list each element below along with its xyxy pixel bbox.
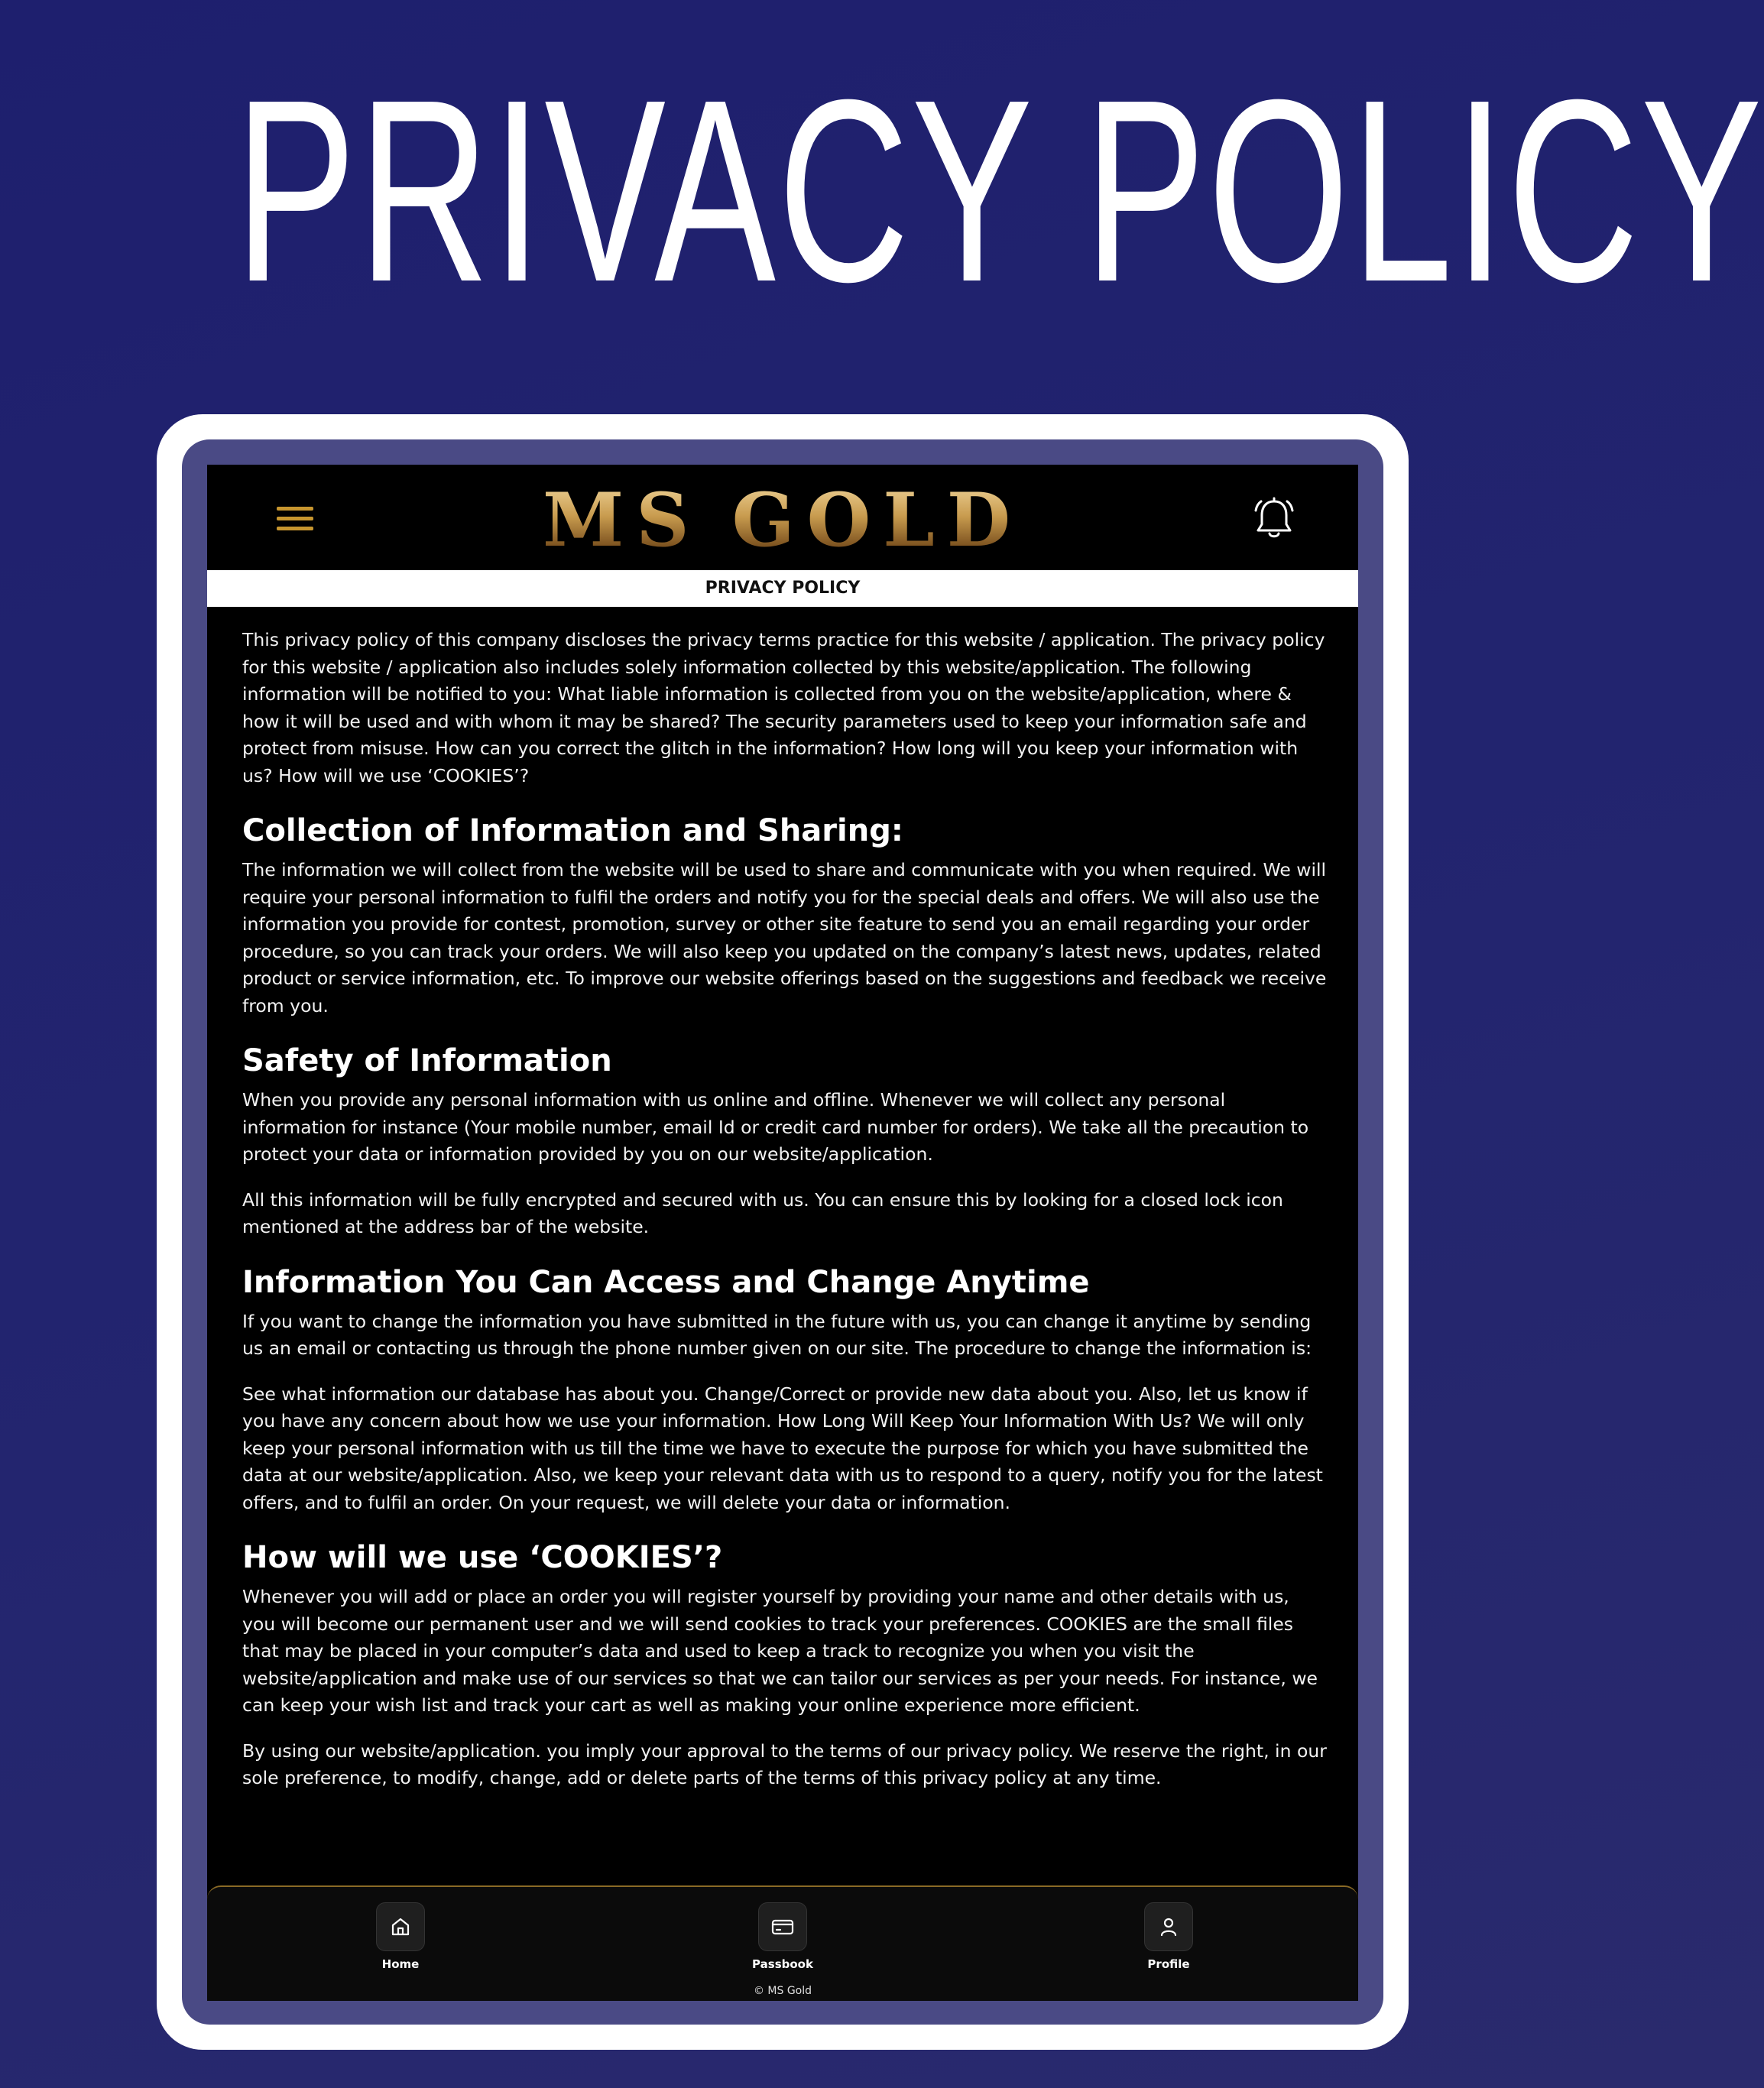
heading-access: Information You Can Access and Change Anytime (242, 1264, 1090, 1300)
nav-home[interactable] (355, 1902, 446, 1971)
nav-passbook[interactable] (737, 1902, 828, 1971)
passbook-card-icon[interactable] (758, 1902, 807, 1951)
nav-passbook-label: Passbook (752, 1957, 813, 1971)
safety-body-2: All this information will be fully encrypted and secured with us. You can ensure this by looking for a closed lock icon mentioned at the address bar of the website. (242, 1188, 1283, 1237)
safety-body-1: When you provide any personal information with us online and offline. Whenever we will collect any personal information for instance (Your mobile number, email Id or credit card number for orders). We take all the precaution to protect your data or information provided by you on our website/application. (242, 1089, 1309, 1165)
policy-content (242, 627, 1328, 1811)
bottom-nav (207, 1885, 1358, 2001)
hero-title: PRIVACY POLICY (235, 46, 1764, 336)
access-body-1: If you want to change the information you have submitted in the future with us, you can change it anytime by sending us an email or contacting us through the phone number given on our site. The procedure to change the information is: (242, 1310, 1312, 1359)
home-icon[interactable] (376, 1902, 425, 1951)
app-header (207, 465, 1358, 570)
heading-collection: Collection of Information and Sharing: (242, 813, 903, 848)
heading-safety: Safety of Information (242, 1043, 612, 1078)
collection-body: The information we will collect from the website will be used to share and communicate with you when required. We will require your personal information to fulfil the orders and notify you for the special deals and offers. We will also use the information you provide for contest, promotion, survey or other site feature to send you an email regarding your order procedure, so you can track your orders. We will also keep you updated on the company’s latest news, updates, related product or service information, etc. To improve our website offerings based on the suggestions and feedback we receive from you. (242, 859, 1327, 1016)
nav-home-label: Home (381, 1957, 420, 1971)
cookies-body-1: Whenever you will add or place an order you will register yourself by providing your name and other details with us, you will become our permanent user and we will send cookies to track your preferences. COOKIES are the small files that may be placed in your computer’s data and used to keep a track to recognize you when you visit the website/application and make use of our services so that we can tailor our services as per your needs. For instance, we can keep your wish list and track your cart as well as making your online experience more efficient. (242, 1586, 1318, 1716)
nav-profile[interactable] (1123, 1902, 1214, 1971)
brand-logo-ms: MS (543, 477, 702, 563)
tablet-bezel (182, 439, 1383, 2025)
page-title: PRIVACY POLICY (207, 570, 1358, 607)
profile-user-icon[interactable] (1144, 1902, 1193, 1951)
copyright-text: © MS Gold (753, 1985, 812, 1997)
brand-logo-gold: GOLD (731, 477, 1023, 563)
access-body-2: See what information our database has about you. Change/Correct or provide new data about you. Also, let us know if you have any concern about how we use your information. How Long Will Keep Your Information With Us? We will only keep your personal information with us till the time we have to execute the purpose for which you have submitted the data at our website/application. Also, we keep your relevant data with us to respond to a query, notify you for the latest offers, and to fulfil an order. On your request, we will delete your data or information. (242, 1383, 1323, 1513)
cookies-body-2: By using our website/application. you imply your approval to the terms of our privacy policy. We reserve the right, in our sole preference, to modify, change, add or delete parts of the terms of this privacy policy at any time. (242, 1739, 1327, 1788)
nav-profile-label: Profile (1147, 1957, 1190, 1971)
tablet-frame (157, 414, 1409, 2050)
app-screen (207, 465, 1358, 1999)
policy-intro: This privacy policy of this company discloses the privacy terms practice for this website / application. The privacy policy for this website / application also includes solely information collected by this website/application. The following information will be notified to you: What liable information is collected from you on the website/application, where & how it will be used and with whom it may be shared? The security parameters used to keep your information safe and protect from misuse. How can you correct the glitch in the information? How long will you keep your information with us? How will we use ‘COOKIES’? (242, 629, 1325, 786)
brand-logo (207, 478, 1358, 563)
heading-cookies: How will we use ‘COOKIES’? (242, 1540, 723, 1575)
notification-bell-icon[interactable] (1251, 497, 1297, 541)
